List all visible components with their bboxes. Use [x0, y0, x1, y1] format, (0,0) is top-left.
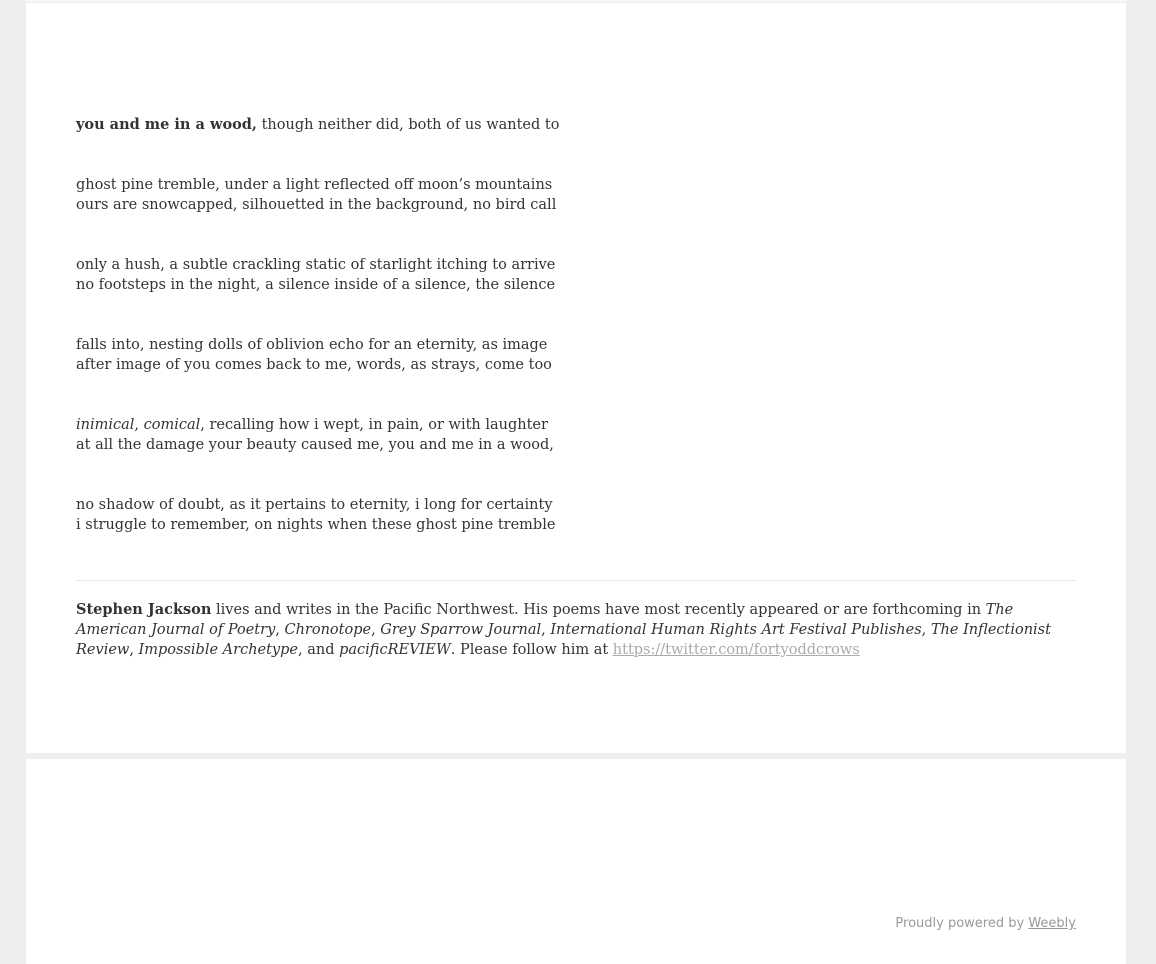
poem-line: i struggle to remember, on nights when these ghost pine tremble	[76, 517, 556, 533]
publication-title: The American Journal of Poetry	[76, 602, 1014, 638]
bio-separator: , and	[298, 642, 340, 658]
poem-opening-bold: you and me in a wood,	[76, 116, 257, 133]
poem-word-inimical: inimical	[76, 417, 135, 433]
stanza-gap	[76, 295, 776, 335]
poem	[76, 115, 776, 535]
stanza-gap	[76, 375, 776, 415]
top-strip	[26, 0, 1126, 2]
content-card	[26, 3, 1126, 753]
poem-line: no shadow of doubt, as it pertains to eternity, i long for certainty	[76, 497, 553, 513]
poem-line-opening	[76, 115, 776, 135]
poem-line: ghost pine tremble, under a light reflected off moon’s mountains	[76, 177, 553, 193]
author-bio	[76, 600, 1076, 660]
publication-title: pacificREVIEW	[339, 642, 451, 658]
publication-title: Impossible Archetype	[138, 642, 298, 658]
publication-title: Chronotope	[284, 622, 372, 638]
author-name: Stephen Jackson	[76, 601, 212, 618]
bio-separator: ,	[275, 622, 285, 638]
divider	[76, 580, 1076, 581]
publication-title: Grey Sparrow Journal	[380, 622, 542, 638]
poem-line: only a hush, a subtle crackling static of starlight itching to arrive	[76, 257, 556, 273]
bio-separator: ,	[921, 622, 931, 638]
poem-opening-rest: though neither did, both of us wanted to	[256, 117, 560, 133]
twitter-link[interactable]: https://twitter.com/fortyoddcrows	[612, 642, 860, 658]
poem-line	[76, 415, 776, 435]
footer	[26, 759, 1126, 964]
bio-intro: lives and writes in the Pacific Northwest. His poems have most recently appeared or are forthcoming in	[211, 602, 986, 618]
bio-outro: . Please follow him at	[450, 642, 613, 658]
stanza-gap	[76, 135, 776, 175]
poem-line: no footsteps in the night, a silence inside of a silence, the silence	[76, 277, 556, 293]
stanza-gap	[76, 215, 776, 255]
poem-separator: ,	[134, 417, 144, 433]
bio-separator: ,	[129, 642, 139, 658]
poem-line: after image of you comes back to me, words, as strays, come too	[76, 357, 552, 373]
powered-by	[895, 916, 1076, 931]
poem-word-comical: comical	[143, 417, 201, 433]
stanza-gap	[76, 455, 776, 495]
publication-title: International Human Rights Art Festival Publishes	[550, 622, 922, 638]
poem-line: at all the damage your beauty caused me, you and me in a wood,	[76, 437, 554, 453]
publication-title: The Inflectionist Review	[76, 622, 1051, 658]
poem-line: falls into, nesting dolls of oblivion echo for an eternity, as image	[76, 337, 548, 353]
poem-line: ours are snowcapped, silhouetted in the background, no bird call	[76, 197, 557, 213]
poem-line-rest: , recalling how i wept, in pain, or with laughter	[200, 417, 548, 433]
bio-separator: ,	[541, 622, 551, 638]
weebly-link[interactable]: Weebly	[1028, 916, 1076, 931]
powered-by-text: Proudly powered by	[895, 916, 1029, 931]
bio-separator: ,	[371, 622, 381, 638]
